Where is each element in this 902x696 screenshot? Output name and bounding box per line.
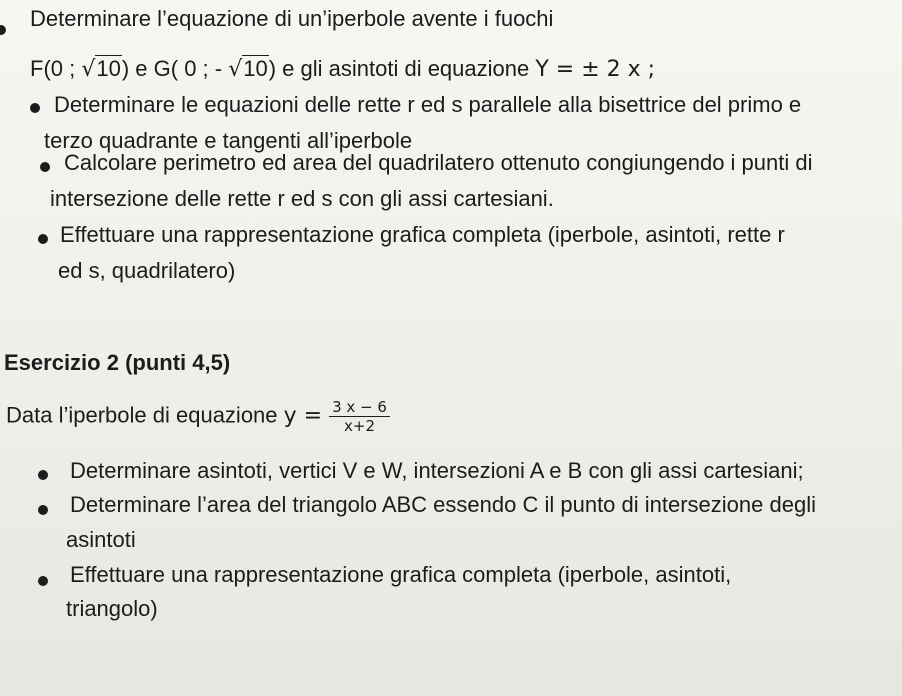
ex2-b1-text: Determinare asintoti, vertici V e W, intersezioni A e B con gli assi cartesiani;	[70, 458, 804, 483]
ex1-b4-text2: ed s, quadrilatero)	[58, 258, 236, 283]
intro-text: Data l’iperbole di equazione	[6, 402, 284, 428]
ex2-bullet1	[70, 458, 804, 484]
bullet-ex2-2	[38, 505, 48, 515]
sqrt-sign: √	[81, 57, 96, 82]
equation-lhs: y =	[283, 403, 330, 429]
ex2-bullet2-line2	[66, 527, 136, 553]
bullet-ex1-2	[30, 103, 40, 113]
equation-fraction	[329, 398, 390, 435]
ex1-bullet4-line1	[60, 222, 785, 248]
ex2-bullet2-line1	[70, 492, 816, 518]
sqrt-10-g	[228, 56, 269, 83]
ex2-b3-text2: triangolo)	[66, 596, 158, 621]
bullet-ex2-1	[38, 470, 48, 480]
ex1-b3-text1: Calcolare perimetro ed area del quadrilatero ottenuto congiungendo i punti di	[64, 150, 813, 175]
radicand-g: 10	[243, 56, 268, 81]
exercise2-intro	[6, 398, 390, 435]
ex2-bullet3-line2	[66, 596, 158, 622]
focus-g-prefix: G( 0 ; -	[153, 56, 229, 81]
fraction-denominator: x+2	[344, 417, 376, 435]
bullet-ex1-1	[0, 25, 6, 35]
ex1-b2-text2: terzo quadrante e tangenti all’iperbole	[44, 128, 413, 153]
bullet-ex1-3	[40, 162, 50, 172]
asymptote-equation: Y = ± 2 x ;	[535, 57, 656, 82]
focus-f-prefix: F(0 ;	[30, 56, 82, 81]
ex2-b2-text2: asintoti	[66, 527, 136, 552]
exercise2-title	[4, 350, 230, 376]
ex1-b4-text1: Effettuare una rappresentazione grafica completa (iperbole, asintoti, rette r	[60, 222, 785, 247]
exercise2-title-text: Esercizio 2 (punti 4,5)	[4, 350, 231, 375]
ex1-bullet1-line2	[30, 56, 655, 83]
ex1-b2-text1: Determinare le equazioni delle rette r ed s parallele alla bisettrice del primo e	[54, 92, 802, 117]
ex1-bullet3-line1	[64, 150, 813, 176]
ex2-b2-text1: Determinare l’area del triangolo ABC essendo C il punto di intersezione degli	[70, 492, 816, 517]
ex1-b1-text1: Determinare l’equazione di un’iperbole avente i fuochi	[30, 6, 554, 31]
sqrt-sign: √	[228, 57, 243, 82]
radicand-f: 10	[96, 56, 121, 81]
ex1-bullet4-line2	[58, 258, 235, 284]
fraction-numerator: 3 x − 6	[329, 398, 390, 417]
bullet-ex1-4	[38, 234, 48, 244]
ex1-bullet3-line2	[50, 186, 554, 212]
bullet-ex2-3	[38, 576, 48, 586]
ex2-bullet3-line1	[70, 562, 731, 588]
focus-f-suffix: ) e	[121, 56, 154, 81]
ex1-b3-text2: intersezione delle rette r ed s con gli assi cartesiani.	[50, 186, 554, 211]
ex2-b3-text1: Effettuare una rappresentazione grafica completa (iperbole, asintoti,	[70, 562, 732, 587]
ex1-bullet2-line1	[54, 92, 801, 118]
sqrt-10-f	[81, 56, 122, 83]
asymptote-intro: ) e gli asintoti di equazione	[268, 56, 536, 81]
ex1-bullet1-line1	[30, 6, 553, 32]
